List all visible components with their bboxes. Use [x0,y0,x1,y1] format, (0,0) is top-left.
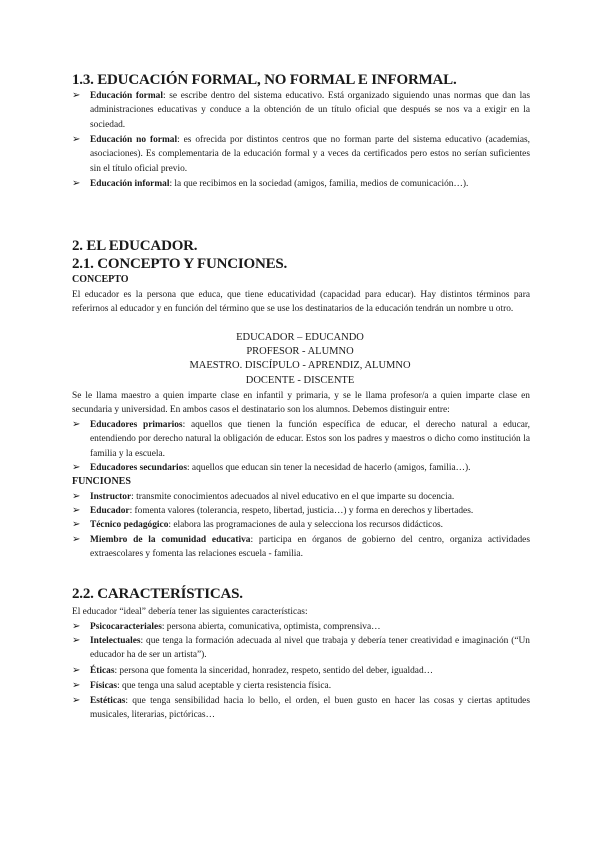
definition: : que tenga sensibilidad hacia lo bello, el orden, el buen gusto en hacer las cosas y ciertas aptitudes musicales, literarias, pictóricas… [90,696,530,721]
arrow-bullet-icon: ➢ [72,621,81,632]
definition: : persona abierta, comunicativa, optimista, comprensiva… [161,622,381,632]
definition: : participa en órganos de gobierno del centro, organiza actividades extraescolares y fomenta las relaciones escuela - familia. [90,535,530,560]
definition: : se escribe dentro del sistema educativo. Está organizado siguiendo unas normas que dan las administraciones educativas y conduce a la obtención de un título oficial que después se nos va a exigir en la sociedad. [90,91,530,130]
pair-line: PROFESOR - ALUMNO [246,346,354,357]
pair-line: MAESTRO. DISCÍPULO - APRENDIZ, ALUMNO [189,360,411,371]
pair-line: EDUCADOR – EDUCANDO [236,332,364,343]
definition: : fomenta valores (tolerancia, respeto, libertad, justicia…) y forma en derechos y libertades. [129,506,474,516]
list-item-esteticas [72,694,530,723]
definition: : aquellos que tienen la función específica de educar, el derecho natural a educar, entendiendo por derecho natural la obligación de educar. Estos son los padres y maestros o dicho como institución la familia y la escuela. [90,420,530,459]
maestro-paragraph: Se le llama maestro a quien imparte clase en infantil y primaria, y se le llama profesor/a a quien imparte clase en secundaria y universidad. En ambos casos el destinatario son los alumnos. Debemos distinguir entre: [72,391,530,416]
definition: : transmite conocimientos adecuados al nivel educativo en el que imparte su docencia. [131,492,455,502]
term: Psicocaracteriales [90,622,162,632]
list-item-tecnico-pedagogico [72,518,530,532]
arrow-bullet-icon: ➢ [72,90,81,101]
arrow-bullet-icon: ➢ [72,695,81,706]
definition: : persona que fomenta la sinceridad, honradez, respeto, sentido del deber, igualdad… [114,666,434,676]
term: Educación no formal [90,135,178,145]
concepto-paragraph: El educador es la persona que educa, que tiene educatividad (capacidad para educar). Hay distintos términos para referirnos al educador y en función del término que se use los destinatarios de la educación tendrán un nombre u otro. [72,290,530,315]
term: Educador [90,506,130,516]
arrow-bullet-icon: ➢ [72,534,81,545]
term: Educadores secundarios [90,463,187,473]
list-item-instructor [72,490,530,504]
arrow-bullet-icon: ➢ [72,519,81,530]
arrow-bullet-icon: ➢ [72,635,81,646]
term: Instructor [90,492,132,502]
list-item-intelectuales [72,634,530,663]
list-item-educadores-secundarios [72,461,530,475]
term: Educación informal [90,179,170,189]
arrow-bullet-icon: ➢ [72,134,81,145]
term: Educación formal [90,91,163,101]
list-item-psicocaracteriales [72,620,530,634]
section-heading-2-1: 2.1. CONCEPTO Y FUNCIONES. [72,256,288,272]
term: Estéticas [90,696,126,706]
definition: : elabora las programaciones de aula y selecciona los recursos didácticos. [168,520,444,530]
definition: : que tenga una salud aceptable y cierta resistencia física. [117,681,332,691]
concepto-label: CONCEPTO [72,274,129,285]
arrow-bullet-icon: ➢ [72,419,81,430]
arrow-bullet-icon: ➢ [72,178,81,189]
list-item-fisicas [72,679,530,693]
arrow-bullet-icon: ➢ [72,665,81,676]
arrow-bullet-icon: ➢ [72,680,81,691]
list-item-educacion-informal [72,177,530,191]
term: Miembro de la comunidad educativa [90,535,251,545]
funciones-label: FUNCIONES [72,476,131,487]
arrow-bullet-icon: ➢ [72,462,81,473]
caracteristicas-intro: El educador “ideal” debería tener las siguientes características: [72,607,308,617]
definition: : la que recibimos en la sociedad (amigos, familia, medios de comunicación…). [169,179,469,189]
list-item-educadores-primarios [72,418,530,461]
definition: : que tenga la formación adecuada al nivel que trabaja y debería tener creatividad e imaginación (“Un educador ha de ser un artista”). [90,636,530,661]
section-heading-1-3: 1.3. EDUCACIÓN FORMAL, NO FORMAL E INFORMAL. [72,72,457,88]
section-heading-2-2: 2.2. CARACTERÍSTICAS. [72,586,243,602]
list-item-educador [72,504,530,518]
arrow-bullet-icon: ➢ [72,505,81,516]
list-item-educacion-formal [72,89,530,132]
definition: : es ofrecida por distintos centros que no forman parte del sistema educativo (academias, asociaciones). Es complementaria de la educación formal y a veces da certificados pero estos no serían suficientes sin el título oficial previo. [90,135,530,174]
pair-line: DOCENTE - DISCENTE [245,375,355,386]
term: Intelectuales [90,636,141,646]
definition: : aquellos que educan sin tener la necesidad de hacerlo (amigos, familia…). [186,463,471,473]
list-item-miembro-comunidad [72,533,530,562]
term: Educadores primarios [90,420,183,430]
list-item-eticas [72,664,530,678]
list-item-educacion-no-formal [72,133,530,176]
arrow-bullet-icon: ➢ [72,491,81,502]
term: Físicas [90,681,118,691]
term: Éticas [90,666,115,676]
section-heading-2: 2. EL EDUCADOR. [72,238,198,254]
term: Técnico pedagógico [90,520,169,530]
